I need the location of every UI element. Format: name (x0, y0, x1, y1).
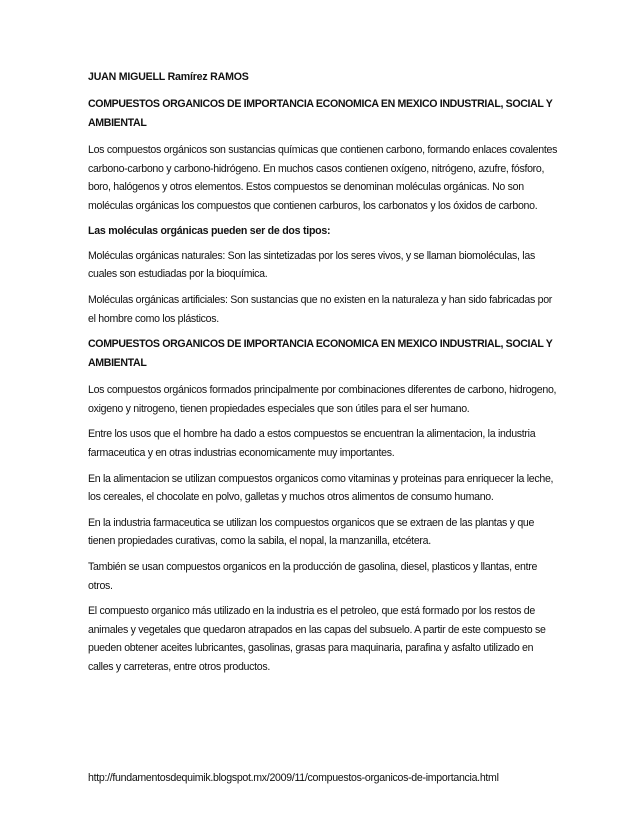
author-name: JUAN MIGUELL Ramírez RAMOS (88, 71, 249, 83)
paragraph-uses: Entre los usos que el hombre ha dado a estos compuestos se encuentran la alimentacion, la industria farmaceutica y en otras industrias economicamente muy importantes. (88, 428, 536, 460)
source-url: http://fundamentosdequimik.blogspot.mx/2009/11/compuestos-organicos-de-importancia.html (88, 772, 499, 784)
section-heading-2: COMPUESTOS ORGANICOS DE IMPORTANCIA ECONOMICA EN MEXICO INDUSTRIAL, SOCIAL Y AMBIENTAL (88, 338, 553, 369)
paragraph-artificial-molecules: Moléculas orgánicas artificiales: Son sustancias que no existen en la naturaleza y han sido fabricadas por el hombre como los plásticos. (88, 294, 553, 325)
paragraph-fuels: También se usan compuestos organicos en la producción de gasolina, diesel, plasticos y llantas, entre otros. (88, 561, 538, 592)
paragraph-definition: Los compuestos orgánicos son sustancias químicas que contienen carbono, formando enlaces covalentes carbono-carbono y carbono-hidrógeno. En muchos casos contienen oxígeno, nitrógeno, azufre, fósforo, boro, halógenos y otros elementos. Estos compuestos se denominan moléculas orgánicas. No son moléculas orgánicas los compuestos que contienen carburos, los carbonatos y los óxidos de carbono. (88, 144, 558, 212)
paragraph-natural-molecules: Moléculas orgánicas naturales: Son las sintetizadas por los seres vivos, y se llaman biomoléculas, las cuales son estudiadas por la bioquímica. (88, 249, 535, 281)
paragraph-composition: Los compuestos orgánicos formados principalmente por combinaciones diferentes de carbono, hidrogeno, oxigeno y nitrogeno, tienen propiedades especiales que son útiles para el ser humano. (88, 384, 557, 415)
paragraph-food: En la alimentacion se utilizan compuestos organicos como vitaminas y proteinas para enriquecer la leche, los cereales, el chocolate en polvo, galletas y muchos otros alimentos de consumo humano. (88, 472, 554, 504)
section-heading-1: COMPUESTOS ORGANICOS DE IMPORTANCIA ECONOMICA EN MEXICO INDUSTRIAL, SOCIAL Y AMBIENTAL (88, 98, 553, 129)
paragraph-pharma: En la industria farmaceutica se utilizan los compuestos organicos que se extraen de las plantas y que tienen propiedades curativas, como la sabila, el nopal, la manzanilla, etcétera. (88, 516, 535, 548)
document-body (88, 70, 560, 684)
paragraph-petroleum: El compuesto organico más utilizado en la industria es el petroleo, que está formado por los restos de animales y vegetales que quedaron atrapados en las capas del subsuelo. A partir de este compuesto se pueden obtener aceites lubricantes, gasolinas, grasas para maquinaria, parafina y asfalto utilizado en calles y carreteras, entre otros productos. (88, 605, 546, 673)
subheading-types: Las moléculas orgánicas pueden ser de dos tipos: (88, 225, 331, 238)
